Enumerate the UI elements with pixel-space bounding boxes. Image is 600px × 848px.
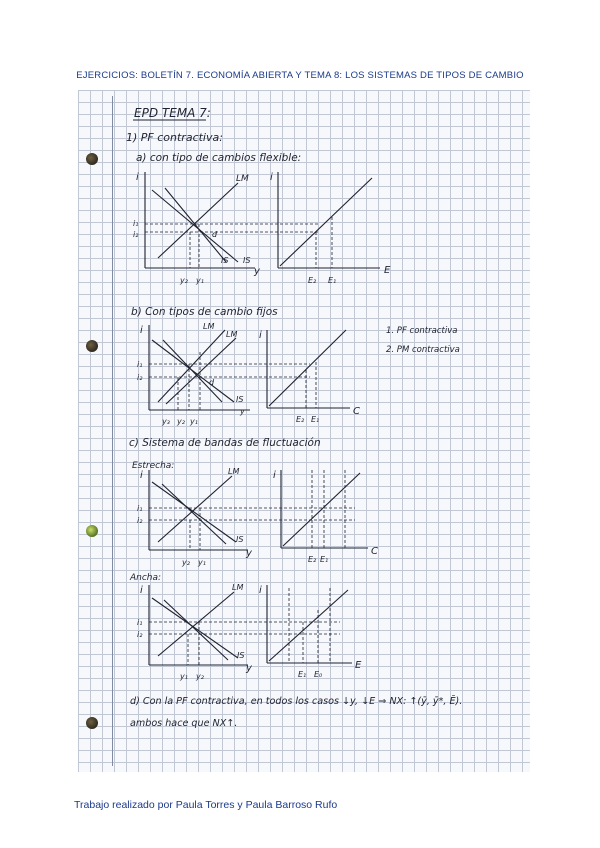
svg-text:y: y bbox=[246, 548, 252, 559]
svg-text:E₁: E₁ bbox=[298, 670, 307, 679]
svg-text:E₂: E₂ bbox=[308, 555, 317, 564]
svg-text:IS: IS bbox=[243, 256, 251, 265]
svg-text:y₂: y₂ bbox=[177, 417, 185, 426]
svg-text:i₁: i₁ bbox=[137, 504, 143, 513]
svg-text:y: y bbox=[254, 266, 260, 277]
section-b-title: b) Con tipos de cambio fijos bbox=[131, 306, 278, 318]
notes-heading: EPD TEMA 7: bbox=[134, 106, 211, 120]
svg-text:E: E bbox=[355, 660, 362, 671]
svg-text:LM: LM bbox=[228, 467, 240, 476]
svg-text:i: i bbox=[140, 585, 143, 596]
svg-text:i₂: i₂ bbox=[137, 630, 143, 639]
svg-text:i: i bbox=[270, 172, 273, 183]
graph-c-ancha-islm bbox=[137, 583, 340, 681]
svg-text:y₂: y₂ bbox=[180, 276, 188, 285]
svg-text:i₁: i₁ bbox=[133, 219, 139, 228]
svg-text:i₁: i₁ bbox=[137, 618, 143, 627]
svg-text:i₂: i₂ bbox=[137, 516, 143, 525]
svg-text:IS: IS bbox=[236, 535, 244, 544]
svg-text:LM: LM bbox=[232, 583, 244, 592]
svg-text:i: i bbox=[259, 330, 262, 341]
section-c-ancha: Ancha: bbox=[130, 573, 162, 583]
b-note-2: 2. PM contractiva bbox=[386, 345, 460, 355]
svg-text:i: i bbox=[140, 470, 143, 481]
svg-text:y₁: y₁ bbox=[190, 417, 198, 426]
svg-text:LM: LM bbox=[236, 174, 249, 184]
section-c-estrecha: Estrecha: bbox=[132, 461, 175, 471]
question-1: 1) PF contractiva: bbox=[126, 131, 223, 144]
svg-text:i: i bbox=[136, 172, 139, 183]
svg-text:E₂: E₂ bbox=[296, 415, 305, 424]
svg-text:C: C bbox=[353, 406, 360, 417]
svg-text:E₁: E₁ bbox=[328, 276, 337, 285]
svg-text:LM: LM bbox=[203, 322, 215, 331]
svg-text:E₁: E₁ bbox=[320, 555, 329, 564]
graph-c-estrecha-exchange bbox=[273, 470, 378, 564]
section-c-title: c) Sistema de bandas de fluctuación bbox=[129, 437, 321, 449]
svg-text:y₂: y₂ bbox=[182, 558, 190, 567]
svg-text:y₁: y₁ bbox=[180, 672, 188, 681]
svg-text:E₁: E₁ bbox=[311, 415, 320, 424]
svg-text:E: E bbox=[384, 265, 391, 276]
page-footer: Trabajo realizado por Paula Torres y Paula Barroso Rufo bbox=[74, 799, 338, 811]
svg-text:y₁: y₁ bbox=[196, 276, 204, 285]
svg-text:IS: IS bbox=[221, 256, 229, 265]
graph-a-exchange bbox=[270, 172, 391, 285]
svg-text:y: y bbox=[240, 407, 245, 416]
svg-text:IS: IS bbox=[236, 395, 244, 404]
svg-text:E₀: E₀ bbox=[314, 670, 323, 679]
svg-text:IS: IS bbox=[237, 651, 245, 660]
graph-b-islm bbox=[137, 322, 310, 426]
svg-text:E₂: E₂ bbox=[308, 276, 317, 285]
svg-text:y₃: y₃ bbox=[162, 417, 170, 426]
svg-text:d: d bbox=[209, 378, 215, 387]
svg-text:d: d bbox=[212, 230, 218, 239]
svg-text:y₂: y₂ bbox=[196, 672, 204, 681]
svg-text:LM: LM bbox=[226, 330, 238, 339]
svg-text:i: i bbox=[140, 325, 143, 336]
svg-text:y₁: y₁ bbox=[198, 558, 206, 567]
graph-c-estrecha-islm bbox=[137, 467, 355, 567]
svg-text:i₁: i₁ bbox=[137, 360, 143, 369]
b-note-1: 1. PF contractiva bbox=[386, 326, 458, 336]
svg-text:i: i bbox=[259, 585, 262, 596]
svg-text:C: C bbox=[371, 546, 378, 557]
graph-c-ancha-exchange bbox=[259, 585, 362, 679]
page-header: EJERCICIOS: BOLETÍN 7. ECONOMÍA ABIERTA Y TEMA 8: LOS SISTEMAS DE TIPOS DE CAMBIO bbox=[76, 70, 524, 81]
svg-text:y: y bbox=[246, 663, 252, 674]
svg-text:i₂: i₂ bbox=[133, 230, 139, 239]
section-a-title: a) con tipo de cambios flexible: bbox=[136, 152, 302, 164]
section-d-line-1: d) Con la PF contractiva, en todos los casos ↓y, ↓E ⇒ NX: ↑(ȳ, ȳ*, Ē). bbox=[130, 696, 463, 707]
section-d-line-2: ambos hace que NX↑. bbox=[130, 718, 238, 729]
svg-text:i₂: i₂ bbox=[137, 373, 143, 382]
svg-text:i: i bbox=[273, 470, 276, 481]
